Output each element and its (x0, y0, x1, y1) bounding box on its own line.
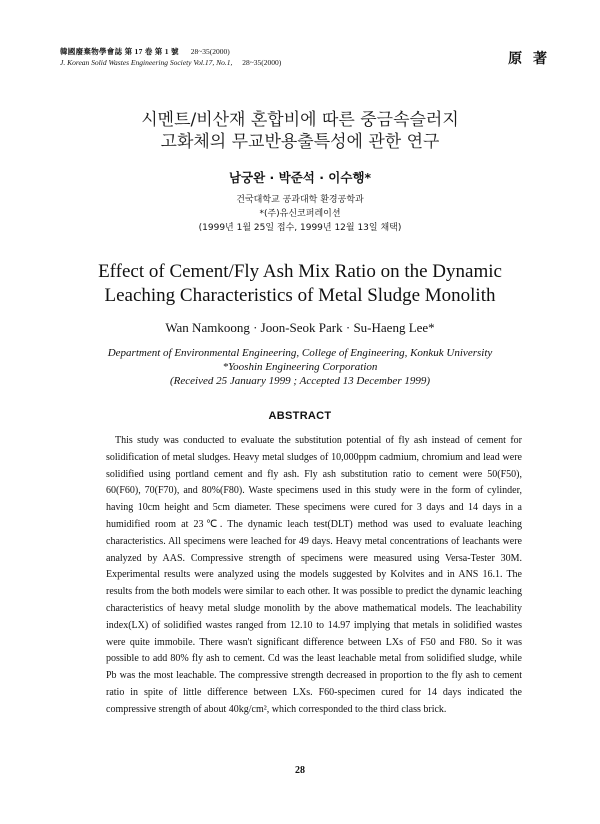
korean-dates: (1999년 1월 25일 접수, 1999년 12월 13일 채택) (198, 223, 402, 233)
korean-authors: 남궁완 · 박준석 · 이수행* (228, 170, 372, 185)
journal-name-en: J. Korean Solid Wastes Engineering Society Vol.17, No.1, (60, 58, 233, 67)
journal-header-kr-line (60, 46, 460, 57)
journal-pages-kr: 28~35(2000) (190, 47, 230, 56)
korean-title-line-2: 고화체의 무교반용출특성에 관한 연구 (160, 132, 440, 152)
english-title-line-2: Leaching Characteristics of Metal Sludge Monolith (104, 285, 496, 306)
abstract-heading: ABSTRACT (268, 410, 332, 422)
korean-affiliation-1: 건국대학교 공과대학 환경공학과 (236, 195, 364, 205)
journal-pages-en: 28~35(2000) (242, 58, 282, 67)
english-affiliation-2: *Yooshin Engineering Corporation (222, 361, 378, 373)
abstract-body: This study was conducted to evaluate the substitution potential of fly ash instead of cement for solidification of metal sludges. Heavy metal sludges of 10,000ppm cadmium, chromium and lead were solidified using portland cement and fly ash. Fly ash substitution ratio to cement were 50(F50), 60(F60), 70(F70), and 80%(F80). Waste specimens used in this study were in the form of cylinder, having 10cm height and 5cm diameter. These specimens were cured for 3 days and 14 days in a humidified room at 23℃. The dynamic leach test(DLT) method was used to evaluate leaching characteristics. All specimens were leached for 49 days. Heavy metal concentrations of leachants were analyzed by AAS. Compressive strength of specimens were measured using Versa-Tester 30M. Experimental results were analyzed using the models suggested by Kolvites and in ANS 16.1. The results from the both models were similar to each other. It was possible to predict the dynamic leaching characteristics of heavy metal sludge monolith by the above mathematical models. The leachability index(LX) of solidified wastes ranged from 12.10 to 14.97 implying that metals in solidified wastes were quite immobile. There wasn't significant difference between LXs of F50 and F80. So it was possible to add 80% fly ash to cement. Cd was the least leachable metal from solidified sludge, while Pb was the most leachable. The compressive strength decreased in proportion to the fly ash to cement ratio in spite of little difference between LXs. F60-specimen cured for 14 days indicated the compressive strength of about 40kg/cm², which corresponded to the third class brick. (106, 435, 522, 715)
journal-header-en-line (60, 57, 460, 68)
korean-affiliation-2: *(주)유신코퍼레이션 (259, 209, 341, 219)
korean-title-line-1: 시멘트/비산재 혼합비에 따른 중금속슬러지 (141, 110, 459, 130)
english-authors: Wan Namkoong · Joon-Seok Park · Su-Haeng Lee* (165, 320, 435, 335)
english-affiliation-1: Department of Environmental Engineering, College of Engineering, Konkuk University (107, 347, 493, 359)
journal-name-kr: 韓國廢棄物學會誌 第 17 卷 第 1 號 (60, 47, 179, 56)
english-dates: (Received 25 January 1999 ; Accepted 13 December 1999) (169, 375, 431, 387)
journal-header (60, 46, 460, 68)
english-title-line-1: Effect of Cement/Fly Ash Mix Ratio on the Dynamic (98, 261, 502, 282)
article-category: 原 著 (508, 51, 550, 67)
page-number: 28 (295, 765, 305, 776)
